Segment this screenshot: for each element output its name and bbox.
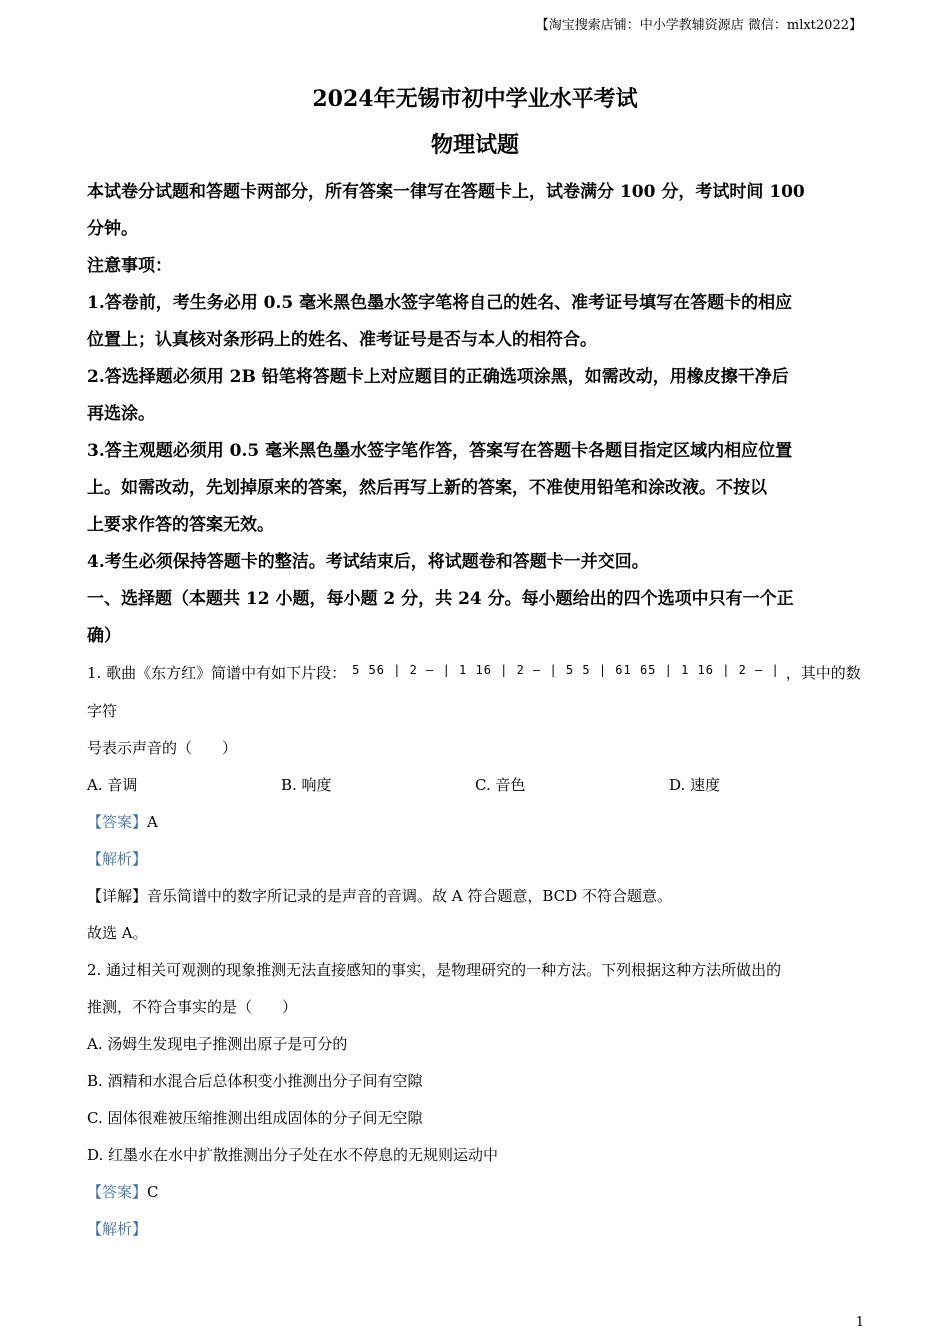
option-b: B. 酒精和水混合后总体积变小推测出分子间有空隙 <box>87 1071 423 1090</box>
conclusion-text: 故选 A。 <box>87 923 148 942</box>
stem-text: ，其中的数字符 <box>87 664 861 720</box>
answer-tag: 【答案】 <box>87 812 148 831</box>
document-body <box>87 174 865 1248</box>
notice-line: 4.考生必须保持答题卡的整洁。考试结束后，将试题卷和答题卡一并交回。 <box>87 552 649 572</box>
notice-line: 上。如需改动，先划掉原来的答案，然后再写上新的答案，不准使用铅笔和涂改液。不按以 <box>87 478 767 498</box>
notice-line: 2.答选择题必须用 2B 铅笔将答题卡上对应题目的正确选项涂黑，如需改动，用橡皮擦干净后 <box>87 367 789 387</box>
option-d: D. 速度 <box>669 775 721 794</box>
music-notation: 5 56 | 2 – | 1 16 | 2 – | 5 5 | 61 65 | 1 16 | 2 – | <box>352 662 780 677</box>
option-d: D. 红墨水在水中扩散推测出分子处在水不停息的无规则运动中 <box>87 1145 499 1164</box>
notice-title: 注意事项： <box>87 256 172 276</box>
answer-line <box>87 804 865 841</box>
answer-line <box>87 1174 865 1211</box>
notice-line: 上要求作答的答案无效。 <box>87 515 274 535</box>
intro-line: 本试卷分试题和答题卡两部分，所有答案一律写在答题卡上，试卷满分 100 分，考试时间 100 <box>87 182 805 202</box>
page-number: 1 <box>855 1315 864 1330</box>
page-header: 【淘宝搜索店铺：中小学教辅资源店 微信：mlxt2022】 <box>535 18 862 33</box>
question-stem: 推测，不符合事实的是（ ） <box>87 997 298 1016</box>
question-1 <box>87 655 865 952</box>
option-c: C. 固体很难被压缩推测出组成固体的分子间无空隙 <box>87 1108 423 1127</box>
answer-value: A <box>147 812 158 831</box>
detail-text: 【详解】音乐简谱中的数字所记录的是声音的音调。故 A 符合题意，BCD 不符合题意。 <box>87 886 672 905</box>
section-heading: 一、选择题（本题共 12 小题，每小题 2 分，共 24 分。每小题给出的四个选项中只有一个正 <box>87 589 794 609</box>
option-b: B. 响度 <box>281 775 332 794</box>
answer-value: C <box>147 1182 159 1201</box>
notice-line: 3.答主观题必须用 0.5 毫米黑色墨水签字笔作答，答案写在答题卡各题目指定区域内相应位置 <box>87 441 793 461</box>
stem-text: 1. 歌曲《东方红》简谱中有如下片段： <box>87 664 347 682</box>
analysis-tag: 【解析】 <box>87 849 148 868</box>
option-a: A. 汤姆生发现电子推测出原子是可分的 <box>87 1034 348 1053</box>
question-stem: 2. 通过相关可观测的现象推测无法直接感知的事实，是物理研究的一种方法。下列根据这种方法所做出的 <box>87 960 782 979</box>
notice-line: 1.答卷前，考生务必用 0.5 毫米黑色墨水签字笔将自己的姓名、准考证号填写在答题卡的相应 <box>87 293 793 313</box>
notice-line: 位置上；认真核对条形码上的姓名、准考证号是否与本人的相符合。 <box>87 330 597 350</box>
page-title: 2024年无锡市初中学业水平考试 <box>312 86 638 112</box>
options-row <box>87 767 865 804</box>
analysis-tag: 【解析】 <box>87 1219 148 1238</box>
page-subtitle: 物理试题 <box>430 132 519 158</box>
intro-line: 分钟。 <box>87 219 138 239</box>
question-stem: 号表示声音的（ ） <box>87 738 238 757</box>
option-c: C. 音色 <box>475 775 526 794</box>
question-stem <box>87 655 865 730</box>
option-a: A. 音调 <box>87 775 138 794</box>
answer-tag: 【答案】 <box>87 1182 148 1201</box>
section-heading: 确） <box>87 626 121 646</box>
notice-line: 再选涂。 <box>87 404 155 424</box>
question-2 <box>87 952 865 1248</box>
